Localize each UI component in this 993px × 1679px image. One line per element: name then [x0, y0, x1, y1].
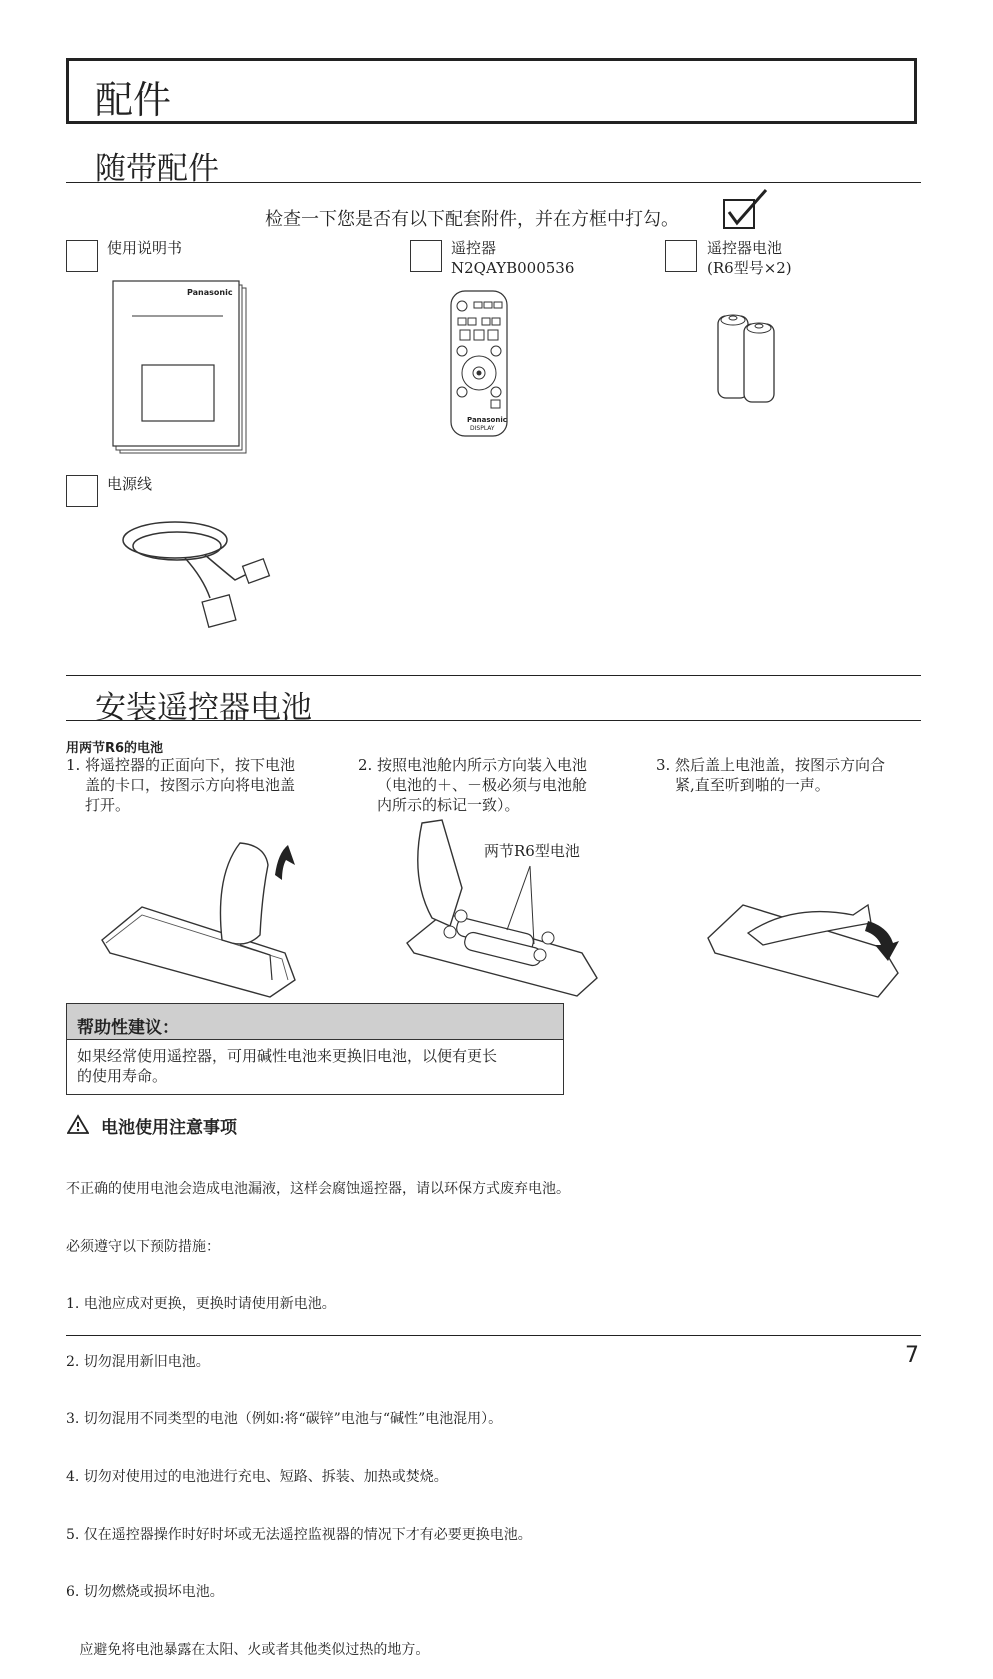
- warning-icon: [67, 1114, 89, 1134]
- step-number: 3.: [656, 756, 671, 774]
- checkbox-power-cord[interactable]: [66, 475, 98, 507]
- section-heading-accessories: 随带配件: [95, 151, 219, 187]
- step-1: [66, 755, 328, 815]
- caution-heading: 电池使用注意事项: [101, 1118, 237, 1138]
- step-line: 内所示的标记一致）。: [377, 796, 520, 814]
- step-1-illustration: [100, 835, 300, 1000]
- tip-line: 的使用寿命。: [77, 1067, 168, 1085]
- caution-line: 5. 仅在遥控器操作时好时坏或无法遥控监视器的情况下才有必要更换电池。: [66, 1526, 532, 1543]
- section-heading-battery-install: 安装遥控器电池: [95, 690, 312, 726]
- item-label-power-cord: 电源线: [107, 475, 153, 493]
- manual-brand-logo: Panasonic: [187, 288, 233, 297]
- caution-line: 不正确的使用电池会造成电池漏液，这样会腐蚀遥控器，请以环保方式废弃电池。: [66, 1181, 570, 1197]
- caution-line: 必须遵守以下预防措施：: [66, 1238, 220, 1255]
- caution-line: 2. 切勿混用新旧电池。: [66, 1353, 210, 1370]
- caution-line: 应避免将电池暴露在太阳、火或者其他类似过热的地方。: [66, 1641, 430, 1658]
- divider: [66, 675, 921, 676]
- caution-line: 3. 切勿混用不同类型的电池（例如:将“碳锌”电池与“碱性”电池混用）。: [66, 1411, 503, 1428]
- step-line: 然后盖上电池盖，按图示方向合: [675, 756, 886, 774]
- tip-line: 如果经常使用遥控器，可用碱性电池来更换旧电池，以便有更长: [77, 1047, 498, 1065]
- step-number: 1.: [66, 756, 81, 774]
- step-3-illustration: [703, 893, 903, 1001]
- tip-box: [66, 1003, 564, 1095]
- divider: [66, 182, 921, 183]
- step-line: 将遥控器的正面向下，按下电池: [85, 756, 296, 774]
- instruction-text: 检查一下您是否有以下配套附件，并在方框中打勾。: [265, 209, 679, 230]
- step-number: 2.: [358, 756, 373, 774]
- item-label-batteries: 遥控器电池: [707, 239, 783, 257]
- checkmark-box-icon: [722, 188, 770, 230]
- checkbox-remote[interactable]: [410, 240, 442, 272]
- footer-divider: [66, 1335, 921, 1336]
- caution-line: 4. 切勿对使用过的电池进行充电、短路、拆装、加热或焚烧。: [66, 1468, 448, 1485]
- checkbox-batteries[interactable]: [665, 240, 697, 272]
- step-line: 紧,直至听到啪的一声。: [675, 776, 830, 794]
- remote-brand-logo: Panasonic: [467, 416, 507, 424]
- battery-callout-label: 两节R6型电池: [484, 842, 580, 860]
- step-line: 盖的卡口，按图示方向将电池盖: [85, 776, 296, 794]
- batteries-image: [712, 308, 784, 403]
- item-label-manual: 使用说明书: [107, 239, 183, 257]
- item-model-remote: N2QAYB000536: [451, 259, 575, 277]
- checkbox-manual[interactable]: [66, 240, 98, 272]
- step-2: [358, 755, 620, 815]
- caution-list: [66, 1142, 916, 1679]
- step-line: 按照电池舱内所示方向装入电池: [377, 756, 588, 774]
- step-3: [656, 755, 918, 795]
- page-number: 7: [905, 1343, 919, 1368]
- manual-booklet-image: [110, 278, 255, 458]
- item-spec-batteries: (R6型号×2): [707, 259, 792, 277]
- caution-line: 1. 电池应成对更换，更换时请使用新电池。: [66, 1296, 336, 1313]
- battery-type-subheading: 用两节R6的电池: [66, 741, 164, 756]
- title-box: [66, 58, 917, 124]
- caution-line: 6. 切勿燃烧或损坏电池。: [66, 1584, 224, 1601]
- divider: [66, 720, 921, 721]
- page-title: 配件: [95, 78, 172, 122]
- tip-heading: 帮助性建议：: [67, 1004, 563, 1040]
- step-line: （电池的＋、－极必须与电池舱: [377, 776, 588, 794]
- remote-sub-label: DISPLAY: [470, 425, 495, 432]
- step-line: 打开。: [85, 796, 131, 814]
- power-cord-image: [115, 510, 275, 635]
- item-label-remote: 遥控器: [451, 239, 497, 257]
